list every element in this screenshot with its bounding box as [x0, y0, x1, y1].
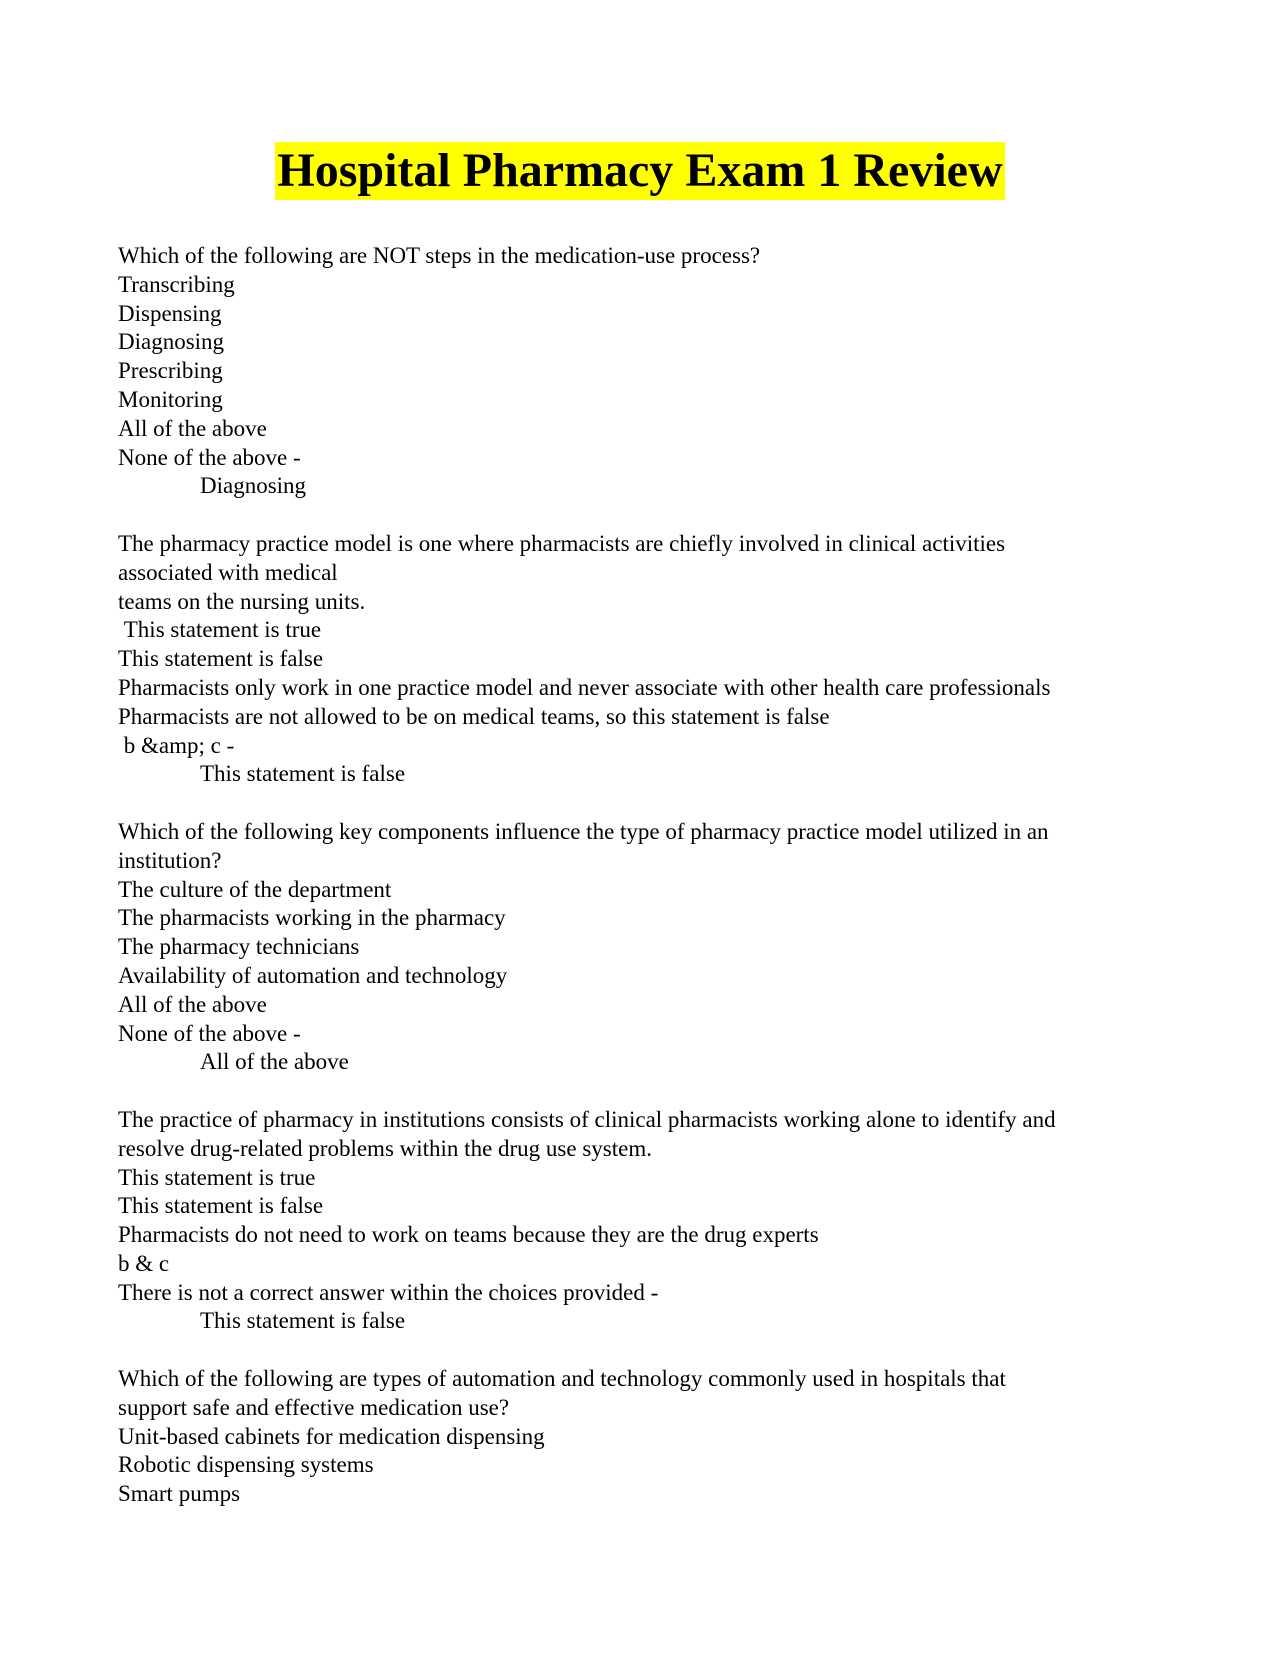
answer-option: Robotic dispensing systems [118, 1452, 374, 1478]
answer-option: Prescribing [118, 358, 223, 384]
question-text: teams on the nursing units. [118, 588, 366, 614]
correct-answer: This statement is false [200, 761, 406, 787]
question-text: The pharmacy practice model is one where pharmacists are chiefly involved in clinical activities [118, 530, 1006, 556]
answer-option: Monitoring [118, 386, 223, 412]
answer-option: Dispensing [118, 300, 222, 326]
question-text: Which of the following are NOT steps in the medication-use process? [118, 243, 761, 268]
answer-option: This statement is true [118, 1164, 316, 1190]
answer-option: Transcribing [118, 271, 235, 297]
answer-option: This statement is true [118, 617, 322, 643]
answer-option: b & c [118, 1250, 170, 1276]
page-title: Hospital Pharmacy Exam 1 Review [275, 142, 1004, 200]
question-block [118, 242, 1148, 501]
question-text: Which of the following are types of automation and technology commonly used in hospitals that [118, 1366, 1006, 1392]
question-block [118, 1365, 1148, 1509]
question-block [118, 818, 1148, 1077]
answer-option: All of the above [118, 991, 267, 1017]
answer-option: Smart pumps [118, 1481, 241, 1507]
question-list [118, 242, 1148, 1538]
correct-answer: Diagnosing [200, 473, 307, 499]
question-text: resolve drug-related problems within the drug use system. [118, 1135, 652, 1161]
answer-option: The pharmacists working in the pharmacy [118, 905, 506, 931]
answer-option: Pharmacists only work in one practice model and never associate with other health care professionals [118, 674, 1051, 700]
answer-option: All of the above [118, 415, 267, 441]
correct-answer: This statement is false [200, 1308, 406, 1334]
answer-option: This statement is false [118, 1193, 324, 1219]
question-text: associated with medical [118, 559, 338, 585]
title-container [0, 142, 1280, 200]
answer-option: Pharmacists do not need to work on teams because they are the drug experts [118, 1222, 819, 1248]
correct-answer: All of the above [200, 1049, 349, 1075]
question-text: Which of the following key components influence the type of pharmacy practice model utilized in an [118, 818, 1049, 844]
answer-option: Pharmacists are not allowed to be on medical teams, so this statement is false [118, 703, 830, 729]
question-block [118, 1106, 1148, 1336]
answer-option: Diagnosing [118, 329, 225, 355]
answer-option: b &amp; c - [118, 732, 235, 758]
question-text: The practice of pharmacy in institutions consists of clinical pharmacists working alone to identify and [118, 1106, 1056, 1132]
question-text: institution? [118, 847, 222, 873]
answer-option: This statement is false [118, 646, 324, 672]
answer-option: The culture of the department [118, 876, 392, 902]
answer-option: Availability of automation and technology [118, 962, 508, 988]
question-text: support safe and effective medication use? [118, 1394, 510, 1420]
answer-option: None of the above - [118, 444, 301, 470]
answer-option: Unit-based cabinets for medication dispensing [118, 1423, 545, 1449]
answer-option: The pharmacy technicians [118, 934, 360, 960]
question-block [118, 530, 1148, 789]
answer-option: There is not a correct answer within the choices provided - [118, 1279, 659, 1305]
answer-option: None of the above - [118, 1020, 301, 1046]
